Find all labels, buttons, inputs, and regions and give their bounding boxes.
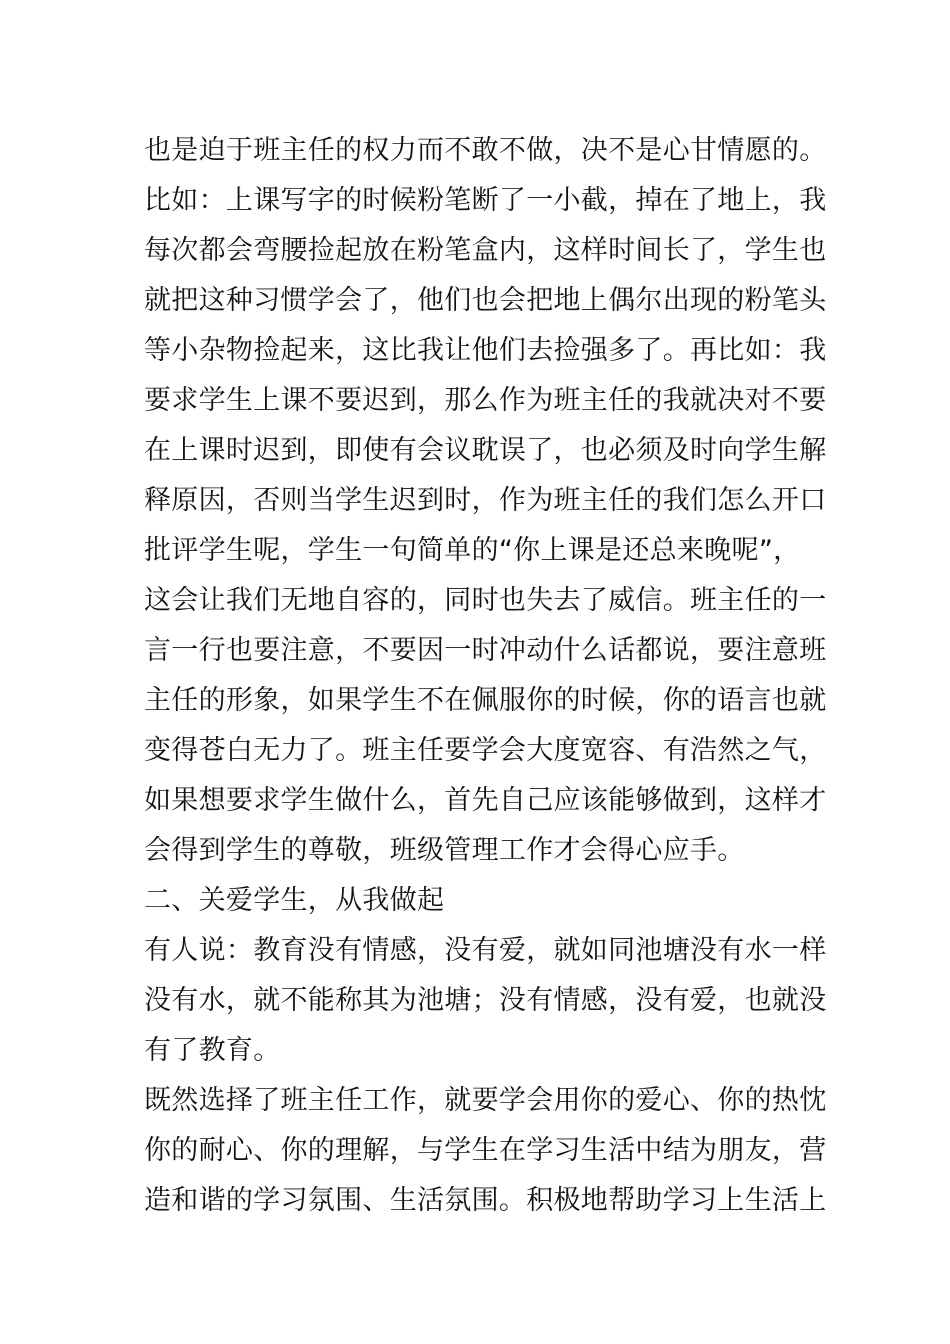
text-line: 批评学生呢，学生一句简单的“你上课是还总来晚呢”， [144, 535, 801, 566]
text-line: 言一行也要注意，不要因一时冲动什么话都说，要注意班 [144, 635, 827, 666]
text-line: 在上课时迟到，即使有会议耽误了，也必须及时向学生解 [144, 435, 827, 466]
text-line: 每次都会弯腰捡起放在粉笔盒内，这样时间长了，学生也 [144, 235, 827, 266]
section-heading: 二、关爱学生，从我做起 [144, 885, 445, 916]
text-line: 比如：上课写字的时候粉笔断了一小截，掉在了地上，我 [144, 185, 827, 216]
text-line: 也是迫于班主任的权力而不敢不做，决不是心甘情愿的。 [144, 135, 827, 166]
text-line: 主任的形象，如果学生不在佩服你的时候，你的语言也就 [144, 685, 827, 716]
text-line: 要求学生上课不要迟到，那么作为班主任的我就决对不要 [144, 385, 827, 416]
text-line: 如果想要求学生做什么，首先自己应该能够做到，这样才 [144, 785, 827, 816]
text-line: 这会让我们无地自容的，同时也失去了威信。班主任的一 [144, 585, 827, 616]
text-line: 等小杂物捡起来，这比我让他们去捡强多了。再比如：我 [144, 335, 827, 366]
text-line: 有人说：教育没有情感，没有爱，就如同池塘没有水一样 [144, 935, 827, 966]
document-body [144, 126, 827, 1226]
text-line: 你的耐心、你的理解，与学生在学习生活中结为朋友，营 [144, 1135, 827, 1166]
text-line: 有了教育。 [144, 1035, 281, 1066]
text-line: 造和谐的学习氛围、生活氛围。积极地帮助学习上生活上 [144, 1185, 827, 1216]
text-line: 会得到学生的尊敬，班级管理工作才会得心应手。 [144, 835, 745, 866]
text-line: 变得苍白无力了。班主任要学会大度宽容、有浩然之气， [144, 735, 827, 766]
text-line: 既然选择了班主任工作，就要学会用你的爱心、你的热忱 [144, 1085, 827, 1116]
text-line: 就把这种习惯学会了，他们也会把地上偶尔出现的粉笔头 [144, 285, 827, 316]
text-line: 没有水，就不能称其为池塘；没有情感，没有爱，也就没 [144, 985, 827, 1016]
text-line: 释原因，否则当学生迟到时，作为班主任的我们怎么开口 [144, 485, 827, 516]
